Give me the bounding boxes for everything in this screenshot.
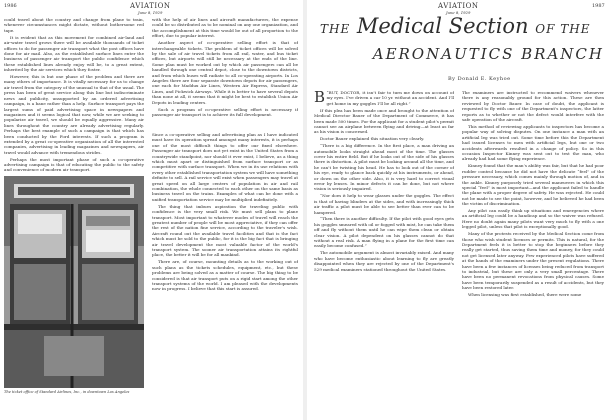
paragraph: Since a co-operative selling and advertising plan as I have indicated must have its operation spread amongst many interests, it is perhaps one of the most difficult things to offer our fixed elsewhere. Passenger air transport does not yet exist in the United States from a countrywide standpoint, nor should it ever exist, I believe, as a thing which must apart or distinguished from surface transport or as competitive with surface transport. When we in its use relations with every other established transportation system we will have something definite to sell. A rail service will exist when passengers may travel at great speed on all large centers of population in air and rail combination, the whole connected to each other on the same basis as business travel on the trains. Examples of what can be done with a unified transportation service may be multiplied indefinitely.: [152, 132, 298, 202]
paragraph: However, this is but one phase of the problem and there are many others of importance. It is vitally necessary for us to change air travel from the category of the unusual to that of the usual. The press has been of great service along this line but indiscriminate news and publicity, unsupported by an ordered advertising campaign, is a bane rather than a help. Surface transport pays the largest sums of paid advertising space in newspapers and magazines and it seems logical that now, while we are seeking to popularize air travel, we should be equally aggressive. Many air lines throughout the country are already advertising regularly. Perhaps the best example of such a campaign is that which has been conducted by the Ford interests. If such a program is extended by a great co-operative organization of all the interested companies, advertising in leading magazines and newspapers, air travel would advance with tremendous strides.: [4, 74, 144, 155]
title-of: OF THE: [535, 22, 591, 36]
paragraph: Such a program of co-operative selling effort is necessary if passenger air transport is to achieve its full development.: [152, 106, 298, 117]
right-page-number: 1987: [592, 3, 605, 9]
title-main: Medical Section: [356, 14, 529, 38]
paragraph: There are, of course, mounting details as to the working out of such plans as the tickets schedules, equipment, etc., but these problems are being solved as a matter of course. The big thing to be considered is that air transport puts on a rigid start among the other transport systems of the world. I am pleased with the developments now in progress. I believe that this start is assured.: [152, 259, 298, 292]
paragraph: [314, 90, 454, 106]
right-page: [308, 0, 610, 420]
paragraph: “There is a big difference. In the first place, a man driving an automobile looks straight ahead most of the time. The glasses cover his entire field. But if he looks out of the side of his glasses there is distortion. A pilot must be looking around all the time, and he can’t be twisting his head. He has to look out of the corner of his eye, ready to glance back quickly at his instruments, or ahead, or down on the other side. Also, it is very hard to correct visual error by lenses. In minor defects it can be done, but not where vision is seriously impaired.: [314, 143, 454, 192]
paragraph: The thing that imbues aspiration the traveling public with confidence is the very small risk. We must sell plans to plane transport. Most important to whatever modes of travel will reach the greatest number of people will be most appreciative, if they can offer the rest of the nation fine service, according to the traveler's wish. Aircraft round out the available travel facilities and that is the fact which must be sold to the public, for it is the big fact that is bringing air travel development the most valuable factor of the world's transport system. The sooner air transportation attains its rightful place, the better it will be for all mankind.: [152, 203, 298, 258]
paragraph: with the help of air lines and aircraft manufacturers, the expense could be so distributed as to be nominal on any one organization, and the accomplishment at this time would be out of all proportion to the effort, due to popular interest.: [152, 17, 298, 39]
right-column-2: [462, 90, 604, 416]
paragraph: When licensing was first established, there were some: [468, 292, 582, 298]
right-date: June 8, 1929: [446, 10, 471, 15]
lead-paragraph: “BUT, DOCTOR, it isn’t fair to turn me down on account of my eyes. I’ve driven a car 10 yr. without an accident. And I’ll get home in my goggles I’ll be all right.”: [326, 90, 454, 106]
paragraph: could travel about the country and change from plane to train, whenever circumstances might dictate, without bothersome red tape.: [4, 17, 144, 33]
right-running-head: AVIATION: [438, 2, 479, 10]
title-line-1: [320, 14, 604, 41]
title-line-2: AERONAUTICS BRANCH: [372, 45, 604, 63]
photo-caption: The ticket office of Standard Airlines, Inc., in downtown Los Angeles: [4, 390, 130, 394]
paragraph: Many of the protests received by the Medical Section come from those who wish student licenses or permits. This is natural, for the Department feels it is better to stop the beginners before they really get started, thus saving them time and money, for they could not get licensed later anyway. Few experienced pilots have suffered at the hands of the examiners under the present regulations. There have been a few instances of licenses being reduced from transport to industrial, but these are only a very small percentage. There have been no permanent revocations from physical causes. Some have been temporarily suspended as a result of accidents, but they have been restored later.: [462, 231, 604, 291]
paragraph: Doctor Bauer explained this situation very clearly.: [320, 136, 425, 142]
left-column-2: [152, 17, 298, 127]
left-running-head: AVIATION: [130, 2, 171, 10]
paragraph: This method of reviewing applicants to inspectors has become a popular way of solving disputes. On one instance a man with an artificial leg was tried out. Some time before this the Department had issued licenses to men with artificial legs, but one or two accidents afterwards resulted in a change of policy. So in this occasion Inspector Kinney was sent out to test the man, who already had had some flying experience.: [462, 123, 604, 162]
drop-cap: B: [314, 90, 326, 106]
left-column-2-continued: [152, 132, 298, 416]
paragraph: Perhaps the most important phase of such a co-operative advertising campaign is that of educating the public to the safety and convenience of modern air transport.: [4, 156, 144, 173]
paragraph: It is evident that as this movement for combined air-land and air-water travel grows there will be available thousands of ticket offices to do for passenger air transport what the post offices have done for air mail. Also, as the established surface lines enter the business of passenger air transport the public confidence which these established lines already enjoy will be, to a great extent, inherited by the air services which they foster.: [4, 34, 144, 73]
paragraph: Any pilot can easily think up situations and emergencies where an artificial leg could be a handicap and so the waiver was refused. Here no doubt again many pilots want very much to fly with a one legged pilot, unless that pilot is exceptionally good.: [462, 208, 604, 230]
paragraph: Kinney found that the man’s ability was fair, but that he had poor rudder control because he did not have the delicate “feel” of the pressure necessary, which comes mainly through motion of, and in the ankle. Kinney purposely tried several maneuvers in which this special “feel” is most important—and the applicant failed to handle the plane with a proper degree of safety. He was rejected. He could not be made to see the point, however, and he believed he had been the victim of discrimination.: [462, 163, 604, 207]
paragraph: “Then there is another difficulty. If the pilot with good eyes gets his goggles smeared with oil or fogged with mist, he can take them off and fly without them until he can wipe them clean or obtain clear vision. A pilot dependent on his glasses cannot do that without a real risk. A man flying in a plane for the first time can easily become confused.”: [314, 216, 454, 249]
ticket-office-photo-image: [4, 176, 144, 388]
byline: By Donald E. Keyhoe: [448, 76, 511, 82]
paragraph: The automobile argument is almost invariably raised. And many who have become enthusiastic about learning to fly are greatly disappointed when they are rejected by one of the Department’s 529 medical examiners stationed throughout the United States.: [314, 250, 454, 272]
left-page: [0, 0, 302, 420]
left-date: June 8, 1929: [138, 10, 163, 15]
ticket-office-photo: [4, 176, 144, 388]
left-column-1: [4, 17, 144, 173]
paragraph: If this plea has been made once and brought to the attention of Medical Director Bauer of the Department of Commerce, it has been made 500 times. For the applicant for a student pilot’s permit cannot see an airplane between flying and driving—at least as far as his vision is concerned.: [314, 107, 454, 135]
right-column-1: [314, 90, 454, 416]
paragraph: The examiners are instructed to recommend waivers whenever there is any reasonably ground for this action. These are then reviewed by Doctor Bauer. In case of doubt, the applicant is requested to fly with one of the Department’s inspectors, the latter reports as to whether or not the defect would interfere with the safe operation of the aircraft.: [462, 90, 604, 123]
paragraph: “Nor does it help to wear glasses under the goggles. The effect is that of having blinders at the sides, and with increasingly thick air traffic a pilot must be able to see better than ever can to be hampered.: [314, 193, 454, 215]
page-gutter: [303, 0, 307, 420]
paragraph: Another aspect of co-operative selling effort is that of interchangeable tickets. The problem of ticket offices will be solved by the sale of air travel tickets from all rail, water, and bus ticket offices, but airports will still be necessary at the ends of the line. Some plan must be worked out by which air passengers can all be handled through one central depot, close to the downtown districts, and from which buses will radiate to all co-operating airports. In Los Angeles there are four separate downtown depots for air passengers, one each for Maddux Air Lines, Western Air Express, Standard Air Lines, and Pickwick Airways. While it is better to have several depots than none at all, it seems that it might be best to establish Union Air Depots in leading centers.: [152, 40, 298, 105]
article-title: [320, 14, 604, 63]
left-page-number: 1986: [4, 3, 17, 9]
title-the: THE: [320, 22, 351, 36]
